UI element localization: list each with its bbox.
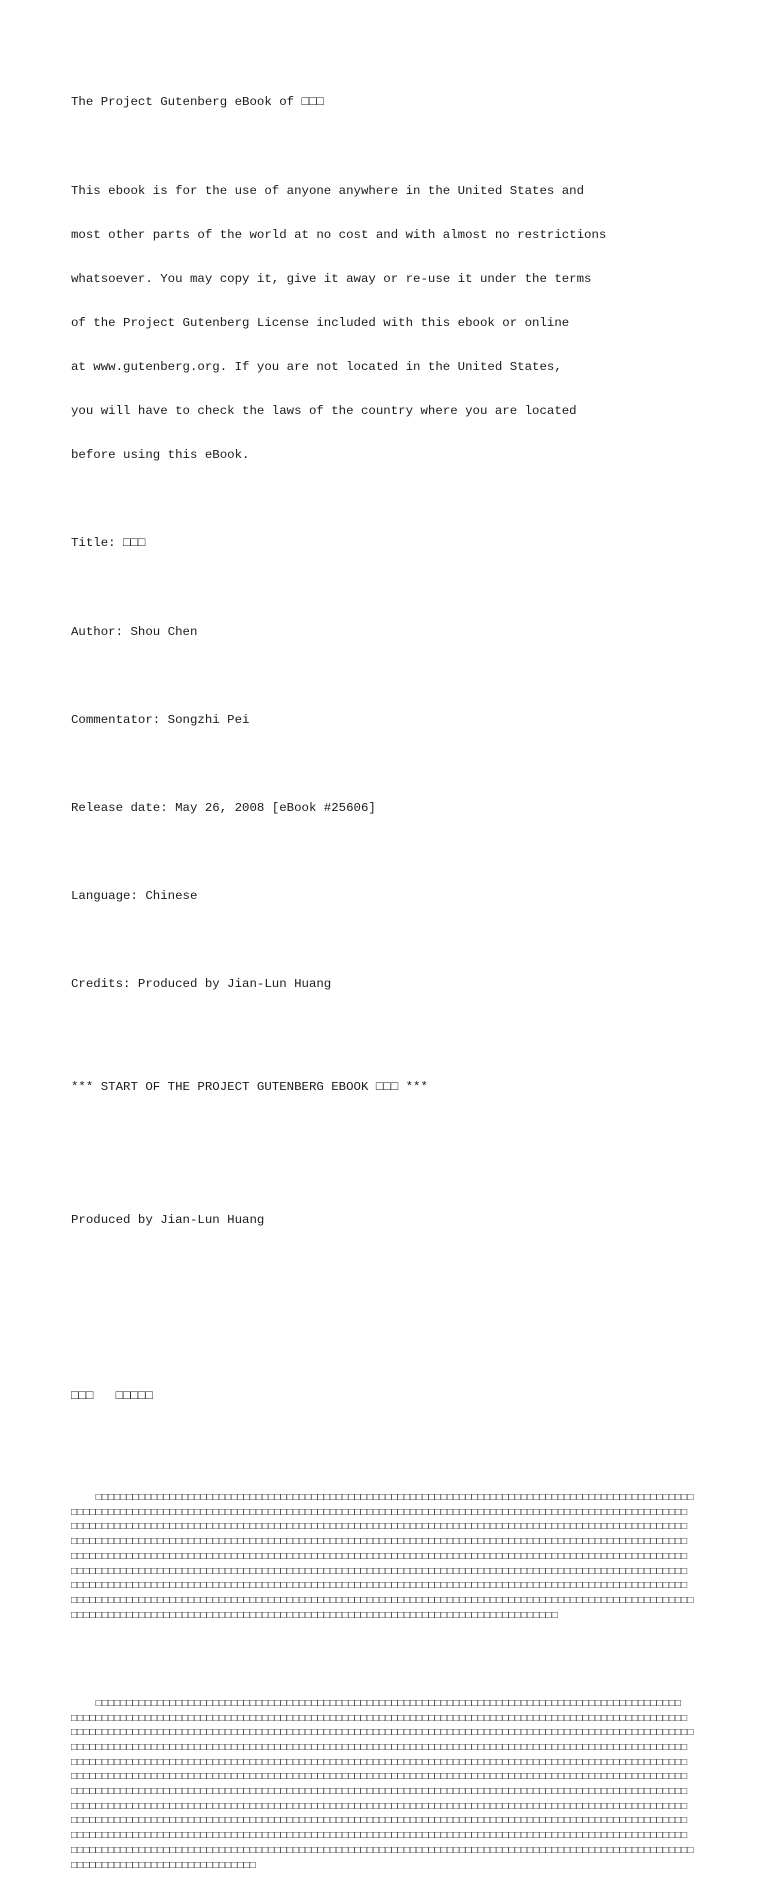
paragraph-line: □□□□□□□□□□□□□□□□□□□□□□□□□□□□□□□□□□□□□□□□□□□□□□□□□□□□□□□□□□□□□□□□□□□□□□□□□□□□□□□□□□□□□□□□□□□□□□□□□□□□□: [71, 1845, 694, 1857]
paragraph-line: □□□□□□□□□□□□□□□□□□□□□□□□□□□□□□: [71, 1860, 256, 1872]
paragraph-line: □□□□□□□□□□□□□□□□□□□□□□□□□□□□□□□□□□□□□□□□□□□□□□□□□□□□□□□□□□□□□□□□□□□□□□□□□□□□□□□□□□□□□□□□□□□□□□□□□□□□: [71, 1566, 688, 1578]
paragraph-line: □□□□□□□□□□□□□□□□□□□□□□□□□□□□□□□□□□□□□□□□□□□□□□□□□□□□□□□□□□□□□□□□□□□□□□□□□□□□□□□□□□□□□□□□□□□□□□□□□□□□: [71, 1757, 688, 1769]
license-line: This ebook is for the use of anyone anywhere in the United States and: [71, 183, 585, 198]
paragraph-line: □□□□□□□□□□□□□□□□□□□□□□□□□□□□□□□□□□□□□□□□□□□□□□□□□□□□□□□□□□□□□□□□□□□□□□□□□□□□□□□□□□□□□□□□□□□□□□□□□□□□□: [71, 1728, 694, 1740]
paragraph-line: □□□□□□□□□□□□□□□□□□□□□□□□□□□□□□□□□□□□□□□□□□□□□□□□□□□□□□□□□□□□□□□□□□□□□□□□□□□□□□□□□□□□□□□□□□□□□□□□□□□□: [71, 1713, 688, 1725]
license-line: you will have to check the laws of the country where you are located: [71, 404, 577, 419]
paragraph-line: □□□□□□□□□□□□□□□□□□□□□□□□□□□□□□□□□□□□□□□□□□□□□□□□□□□□□□□□□□□□□□□□□□□□□□□□□□□□□□□□□□□□□□□□□□□□□□□□□□□□: [71, 1816, 688, 1828]
paragraph-2: [71, 1698, 711, 1874]
ebook-text: [71, 66, 711, 1889]
license-line: at www.gutenberg.org. If you are not located in the United States,: [71, 360, 562, 375]
ebook-heading: The Project Gutenberg eBook of □□□: [71, 95, 324, 110]
meta-title: Title: □□□: [71, 536, 146, 551]
meta-credits: Credits: Produced by Jian-Lun Huang: [71, 977, 332, 992]
meta-release-date: Release date: May 26, 2008 [eBook #25606]: [71, 801, 376, 816]
paragraph-line: □□□□□□□□□□□□□□□□□□□□□□□□□□□□□□□□□□□□□□□□□□□□□□□□□□□□□□□□□□□□□□□□□□□□□□□□□□□□□□□□□□□□□□□□□□□□□□□□□□□□: [71, 1551, 688, 1563]
paragraph-line: □□□□□□□□□□□□□□□□□□□□□□□□□□□□□□□□□□□□□□□□□□□□□□□□□□□□□□□□□□□□□□□□□□□□□□□□□□□□□□□: [71, 1610, 558, 1622]
license-line: whatsoever. You may copy it, give it away or re-use it under the terms: [71, 271, 592, 286]
meta-language: Language: Chinese: [71, 889, 198, 904]
paragraph-line: □□□□□□□□□□□□□□□□□□□□□□□□□□□□□□□□□□□□□□□□□□□□□□□□□□□□□□□□□□□□□□□□□□□□□□□□□□□□□□□□□□□□□□□□□□□□□□□□□□□□: [71, 1787, 688, 1799]
paragraph-line: □□□□□□□□□□□□□□□□□□□□□□□□□□□□□□□□□□□□□□□□□□□□□□□□□□□□□□□□□□□□□□□□□□□□□□□□□□□□□□□□□□□□□□□□□□□□□□□□□□□□: [71, 1801, 688, 1813]
paragraph-line: □□□□□□□□□□□□□□□□□□□□□□□□□□□□□□□□□□□□□□□□□□□□□□□□□□□□□□□□□□□□□□□□□□□□□□□□□□□□□□□□□□□□□□□□□□□□□□□□□□□□: [71, 1742, 688, 1754]
meta-author: Author: Shou Chen: [71, 624, 198, 639]
license-line: of the Project Gutenberg License included with this ebook or online: [71, 315, 570, 330]
produced-by: Produced by Jian-Lun Huang: [71, 1212, 265, 1227]
paragraph-line: □□□□□□□□□□□□□□□□□□□□□□□□□□□□□□□□□□□□□□□□□□□□□□□□□□□□□□□□□□□□□□□□□□□□□□□□□□□□□□□□□□□□□□□□□□□□□□□□□□□□: [71, 1831, 688, 1843]
meta-commentator: Commentator: Songzhi Pei: [71, 712, 250, 727]
paragraph-line: □□□□□□□□□□□□□□□□□□□□□□□□□□□□□□□□□□□□□□□□□□□□□□□□□□□□□□□□□□□□□□□□□□□□□□□□□□□□□□□□□□□□□□□□□□□□□□□□□: [71, 1493, 694, 1505]
paragraph-line: □□□□□□□□□□□□□□□□□□□□□□□□□□□□□□□□□□□□□□□□□□□□□□□□□□□□□□□□□□□□□□□□□□□□□□□□□□□□□□□□□□□□□□□□□□□□□□□: [71, 1698, 682, 1710]
chapter-heading: □□□ □□□□□: [71, 1389, 153, 1404]
paragraph-1: [71, 1492, 711, 1624]
paragraph-line: □□□□□□□□□□□□□□□□□□□□□□□□□□□□□□□□□□□□□□□□□□□□□□□□□□□□□□□□□□□□□□□□□□□□□□□□□□□□□□□□□□□□□□□□□□□□□□□□□□□□: [71, 1537, 688, 1549]
start-marker: *** START OF THE PROJECT GUTENBERG EBOOK □□□ ***: [71, 1080, 428, 1095]
paragraph-line: □□□□□□□□□□□□□□□□□□□□□□□□□□□□□□□□□□□□□□□□□□□□□□□□□□□□□□□□□□□□□□□□□□□□□□□□□□□□□□□□□□□□□□□□□□□□□□□□□□□□: [71, 1507, 688, 1519]
license-line: most other parts of the world at no cost and with almost no restrictions: [71, 227, 607, 242]
paragraph-line: □□□□□□□□□□□□□□□□□□□□□□□□□□□□□□□□□□□□□□□□□□□□□□□□□□□□□□□□□□□□□□□□□□□□□□□□□□□□□□□□□□□□□□□□□□□□□□□□□□□□□: [71, 1595, 694, 1607]
paragraph-line: □□□□□□□□□□□□□□□□□□□□□□□□□□□□□□□□□□□□□□□□□□□□□□□□□□□□□□□□□□□□□□□□□□□□□□□□□□□□□□□□□□□□□□□□□□□□□□□□□□□□: [71, 1772, 688, 1784]
paragraph-line: □□□□□□□□□□□□□□□□□□□□□□□□□□□□□□□□□□□□□□□□□□□□□□□□□□□□□□□□□□□□□□□□□□□□□□□□□□□□□□□□□□□□□□□□□□□□□□□□□□□□: [71, 1522, 688, 1534]
paragraph-line: □□□□□□□□□□□□□□□□□□□□□□□□□□□□□□□□□□□□□□□□□□□□□□□□□□□□□□□□□□□□□□□□□□□□□□□□□□□□□□□□□□□□□□□□□□□□□□□□□□□□: [71, 1581, 688, 1593]
license-line: before using this eBook.: [71, 448, 250, 463]
